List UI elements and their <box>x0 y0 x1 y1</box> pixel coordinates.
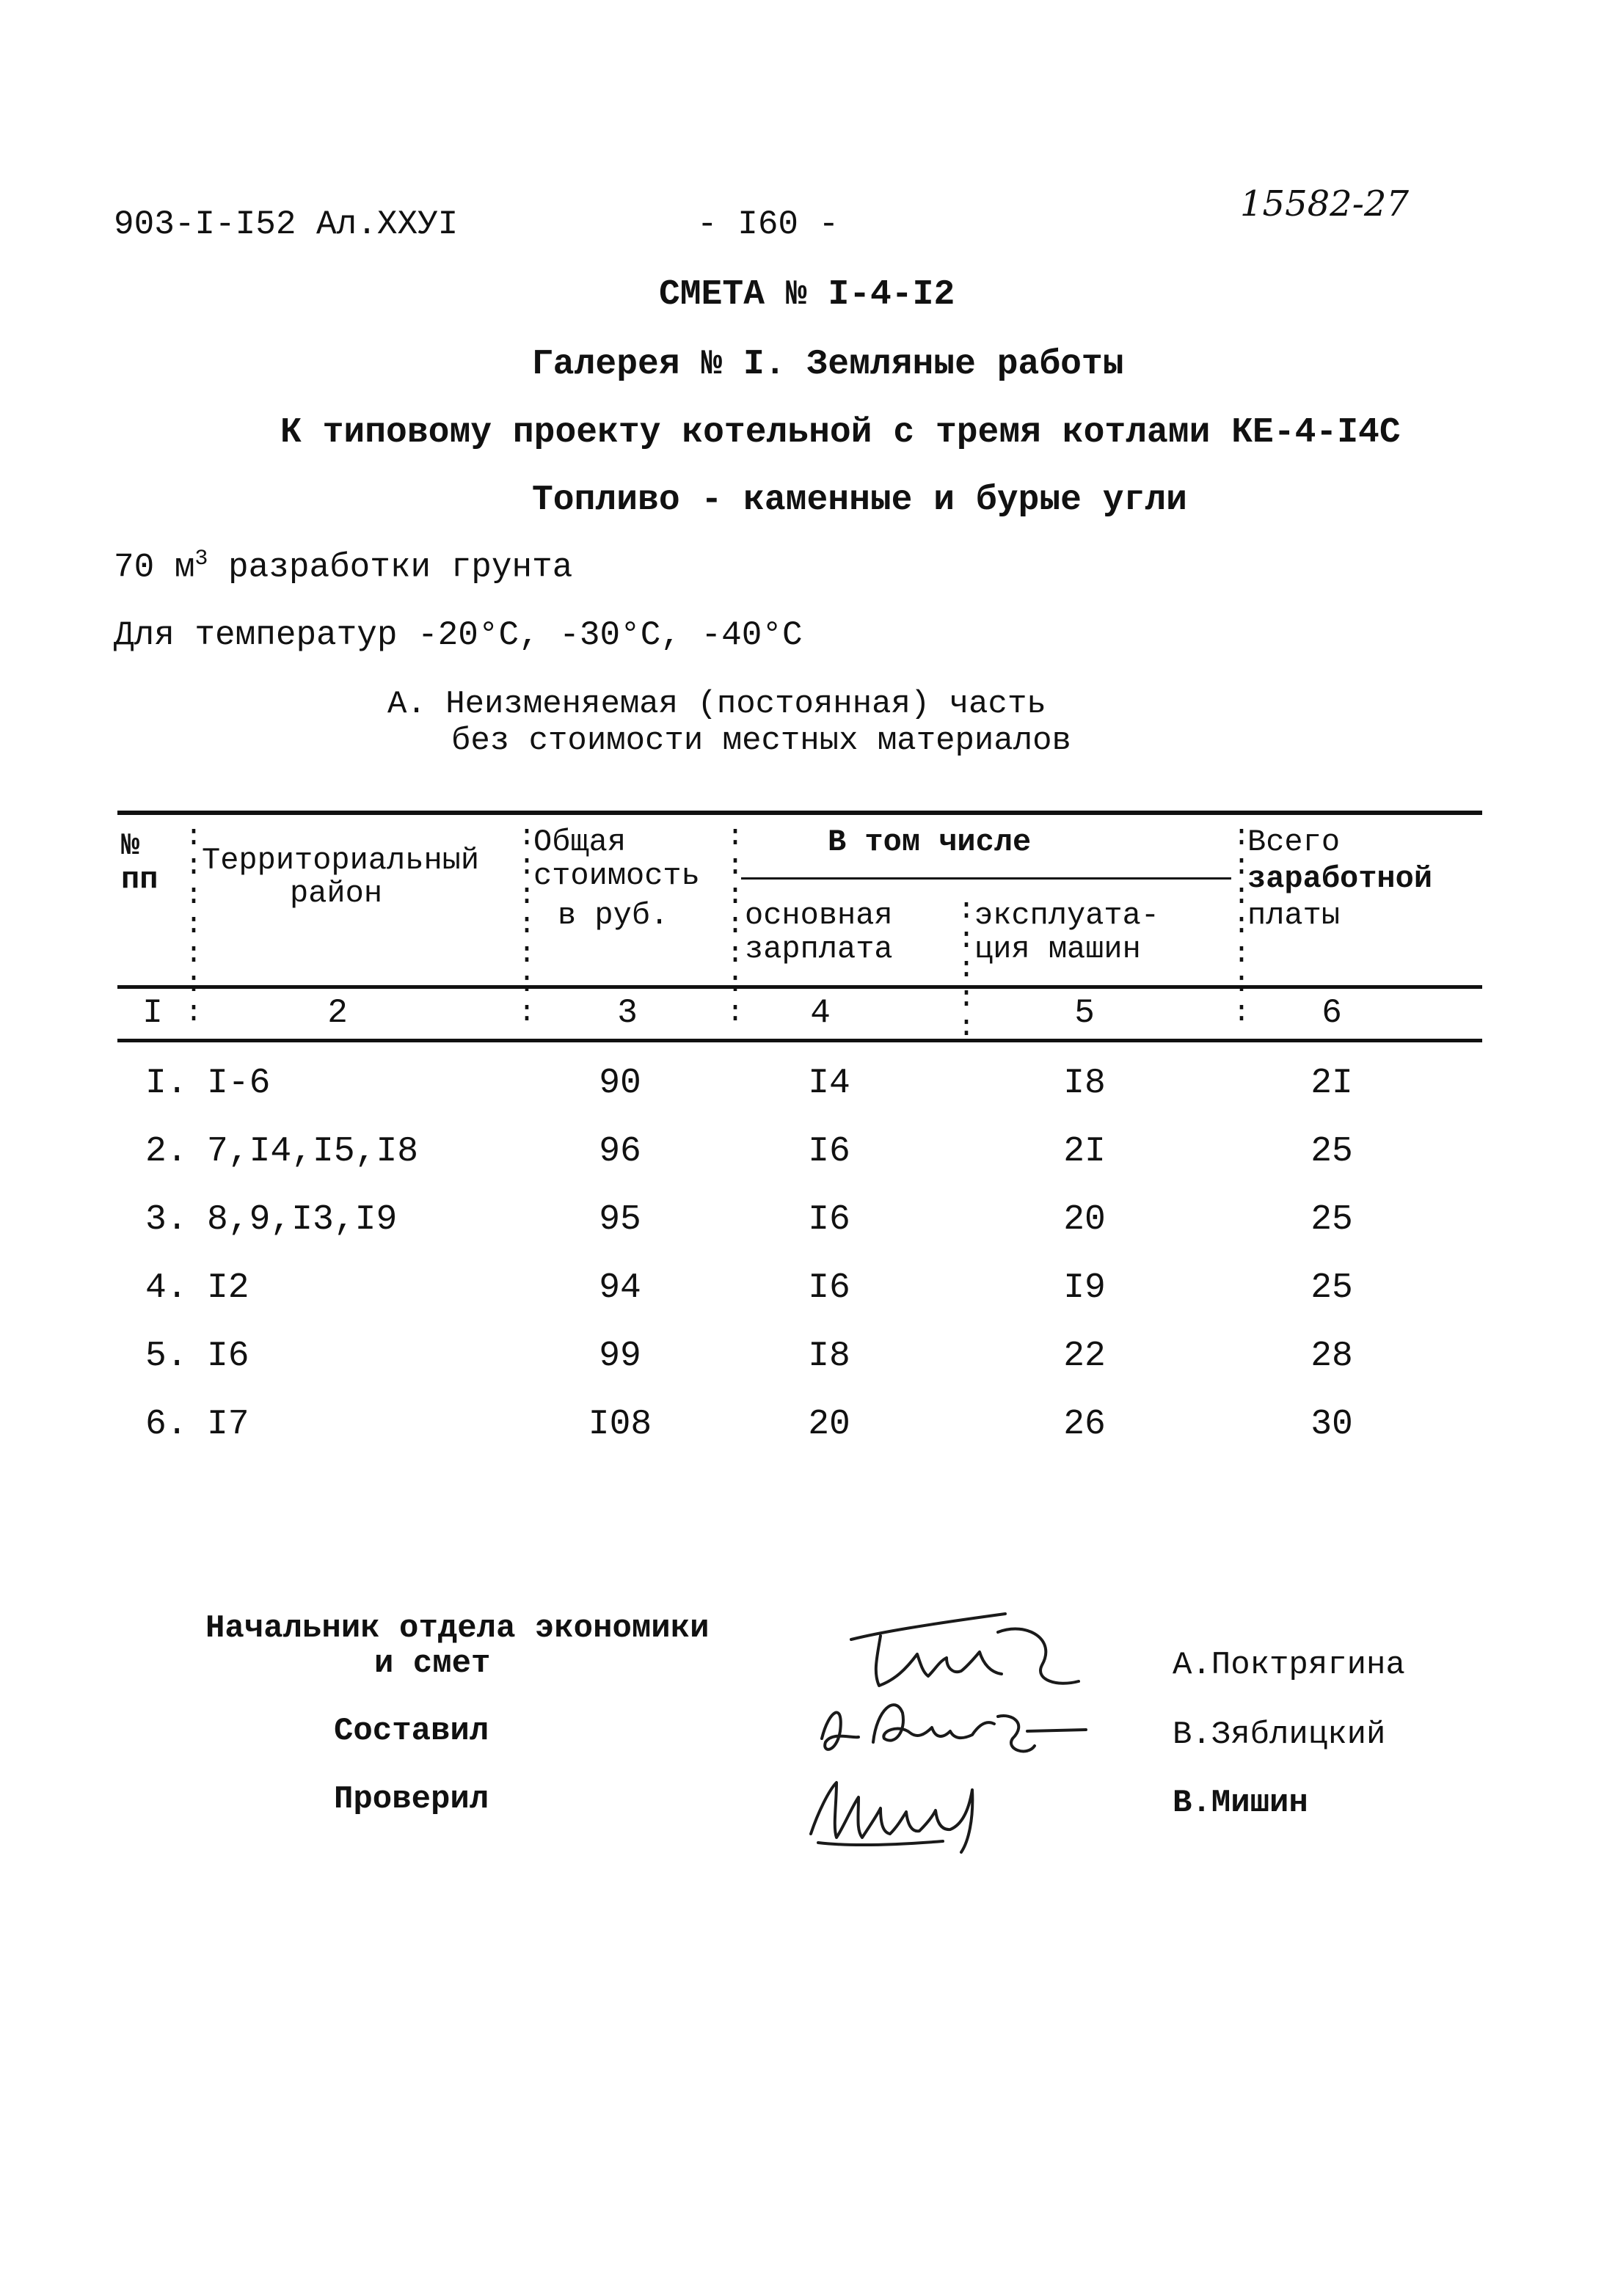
row-number: I. <box>145 1064 188 1103</box>
volume-prefix: 70 м <box>114 548 195 587</box>
row-machines: 20 <box>1063 1200 1106 1240</box>
column-separator: : : : : : : : <box>185 821 203 1030</box>
header-wage-line2: зарплата <box>745 932 893 967</box>
signature-checker <box>796 1761 1016 1856</box>
fuel-title: Топливо - каменные и бурые угли <box>532 480 1187 520</box>
estimate-title: СМЕТА № I-4-I2 <box>659 275 955 315</box>
checked-by-name: В.Мишин <box>1173 1785 1308 1821</box>
header-number-line2: пп <box>121 862 158 897</box>
header-wage-line1: основная <box>745 898 893 933</box>
header-all-wages-line2: заработной <box>1247 861 1433 896</box>
checked-by-label: Проверил <box>334 1781 489 1818</box>
row-total: 95 <box>599 1200 641 1240</box>
column-number: 3 <box>617 994 638 1032</box>
column-separator: : : : : : : : <box>726 821 745 1030</box>
row-region: I6 <box>207 1337 249 1376</box>
document-code: 903-I-I52 Ал.XXУI <box>114 205 459 244</box>
row-machines: I8 <box>1063 1064 1106 1103</box>
compiled-by-label: Составил <box>334 1713 489 1750</box>
subheader-rule <box>741 877 1231 880</box>
page-number: - I60 - <box>697 205 839 244</box>
row-number: 3. <box>145 1200 188 1240</box>
row-machines: I9 <box>1063 1268 1106 1308</box>
header-bottom-rule <box>117 985 1482 989</box>
row-number: 2. <box>145 1132 188 1171</box>
row-machines: 26 <box>1063 1405 1106 1444</box>
column-number: 5 <box>1074 994 1095 1032</box>
section-title-line2: без стоимости местных материалов <box>451 723 1071 759</box>
row-all-wages: 25 <box>1310 1200 1353 1240</box>
row-wage: 20 <box>808 1405 850 1444</box>
section-title-line1: А. Неизменяемая (постоянная) часть <box>387 686 1046 723</box>
row-wage: I6 <box>808 1200 850 1240</box>
column-number: 6 <box>1322 994 1342 1032</box>
row-region: I-6 <box>207 1064 271 1103</box>
header-region-line1: Территориальный <box>202 843 480 878</box>
temperatures-line: Для температур -20°С, -30°С, -40°С <box>114 616 803 654</box>
gallery-title: Галерея № I. Земляные работы <box>532 345 1124 384</box>
header-region-line2: район <box>290 876 383 911</box>
table-top-rule <box>117 811 1482 815</box>
header-including: В том числе <box>828 825 1032 860</box>
row-total: 99 <box>599 1337 641 1376</box>
head-of-department-name: А.Поктрягина <box>1173 1647 1405 1683</box>
row-all-wages: 28 <box>1310 1337 1353 1376</box>
row-number: 6. <box>145 1405 188 1444</box>
row-machines: 2I <box>1063 1132 1106 1171</box>
header-all-wages-line3: платы <box>1247 898 1341 933</box>
column-number: 4 <box>810 994 831 1032</box>
row-wage: I4 <box>808 1064 850 1103</box>
head-of-department-line2: и смет <box>374 1645 491 1682</box>
column-numbers-rule <box>117 1039 1482 1042</box>
row-all-wages: 25 <box>1310 1132 1353 1171</box>
volume-superscript: 3 <box>194 546 208 571</box>
row-number: 5. <box>145 1337 188 1376</box>
row-all-wages: 30 <box>1310 1405 1353 1444</box>
column-separator: : : : : : <box>958 894 976 1045</box>
header-machines-line1: эксплуата- <box>974 898 1160 933</box>
row-wage: I6 <box>808 1268 850 1308</box>
signature-compiler <box>807 1680 1101 1768</box>
row-all-wages: 2I <box>1310 1064 1353 1103</box>
header-total-line1: Общая <box>533 825 627 860</box>
row-region: 8,9,I3,I9 <box>207 1200 398 1240</box>
row-region: I7 <box>207 1405 249 1444</box>
column-number: I <box>142 994 163 1032</box>
row-region: I2 <box>207 1268 249 1308</box>
row-wage: I8 <box>808 1337 850 1376</box>
column-separator: : : : : : : : <box>518 821 536 1030</box>
row-total: 94 <box>599 1268 641 1308</box>
row-wage: I6 <box>808 1132 850 1171</box>
row-machines: 22 <box>1063 1337 1106 1376</box>
header-total-line2: стоимость <box>533 858 700 893</box>
project-title: К типовому проекту котельной с тремя котлами КЕ-4-I4С <box>280 413 1401 453</box>
row-number: 4. <box>145 1268 188 1308</box>
row-region: 7,I4,I5,I8 <box>207 1132 419 1171</box>
row-total: 96 <box>599 1132 641 1171</box>
row-total: 90 <box>599 1064 641 1103</box>
header-total-line3: в руб. <box>558 898 669 933</box>
row-total: I08 <box>588 1405 652 1444</box>
volume-line <box>114 546 572 586</box>
header-machines-line2: ция машин <box>974 932 1141 967</box>
handwritten-archive-number: 15582-27 <box>1240 183 1409 224</box>
volume-suffix: разработки грунта <box>208 548 573 587</box>
header-number-line1: № <box>121 828 140 863</box>
head-of-department-line1: Начальник отдела экономики <box>205 1610 710 1647</box>
column-number: 2 <box>327 994 348 1032</box>
column-separator: : : : : : : : <box>1233 821 1251 1030</box>
header-all-wages-line1: Всего <box>1247 825 1341 860</box>
compiled-by-name: В.Зяблицкий <box>1173 1716 1386 1753</box>
row-all-wages: 25 <box>1310 1268 1353 1308</box>
